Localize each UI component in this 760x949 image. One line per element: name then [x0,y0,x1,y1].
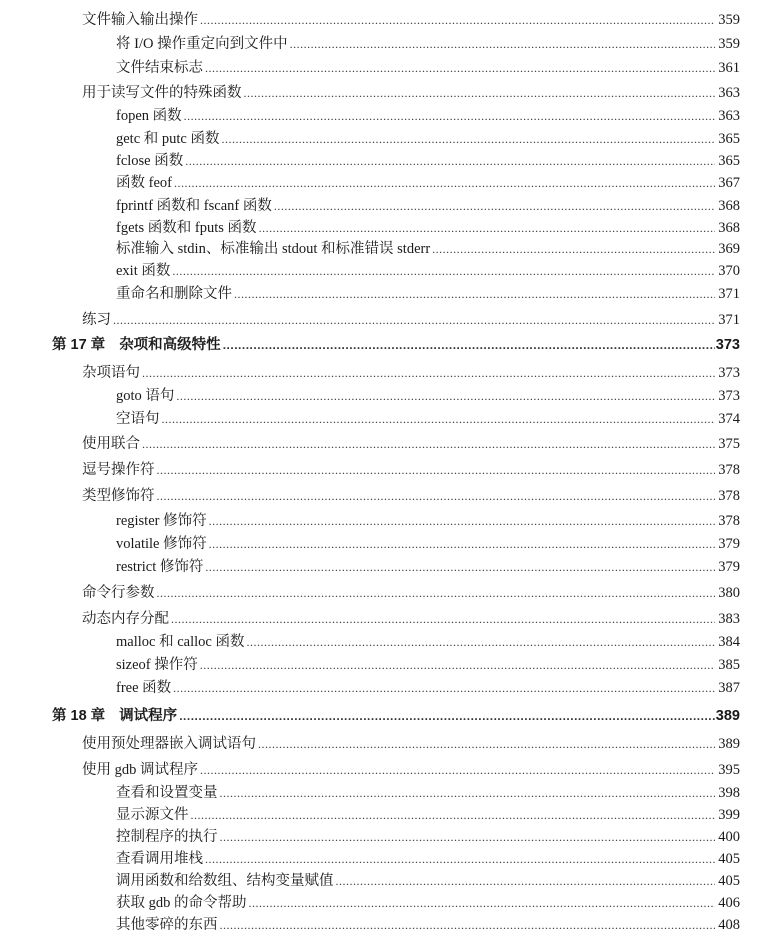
dot-leader [184,106,715,126]
page-number: 378 [718,462,740,478]
dot-leader [246,632,715,652]
page-number: 380 [718,585,740,601]
toc-entry [82,583,740,603]
toc-entry-title: free 函数 [116,680,172,696]
page-number: 385 [718,657,740,673]
toc-entry [116,915,740,935]
toc-entry [116,34,740,54]
toc-chapter-entry [52,706,740,726]
dot-leader [244,83,716,103]
toc-entry [116,151,740,171]
toc-entry [116,239,740,259]
toc-entry-title: 查看和设置变量 [116,785,218,801]
page-number: 369 [718,241,740,257]
toc-entry-title: 文件结束标志 [116,60,203,76]
toc-entry-title: 动态内存分配 [82,611,169,627]
toc-entry-title: fprintf 函数和 fscanf 函数 [116,198,272,214]
toc-entry-title: 使用 gdb 调试程序 [82,762,198,778]
page-number: 389 [718,736,740,752]
page-number: 373 [715,337,740,353]
toc-entry [82,734,740,754]
toc-entry-title [52,335,223,355]
toc-entry-title: sizeof 操作符 [116,657,198,673]
toc-entry [82,486,740,506]
page-number: 374 [718,411,740,427]
toc-entry-title: 显示源文件 [116,807,189,823]
dot-leader [200,655,715,675]
dot-leader [157,486,716,506]
dot-leader [259,218,715,238]
dot-leader [205,849,715,869]
dot-leader [249,893,716,913]
toc-entry-title: register 修饰符 [116,513,207,529]
toc-entry [116,805,740,825]
dot-leader [258,734,715,754]
toc-entry-title: 使用联合 [82,436,140,452]
dot-leader [142,434,715,454]
toc-entry-title: 函数 feof [116,175,172,191]
dot-leader [220,783,716,803]
dot-leader [209,511,715,531]
page-number: 375 [718,436,740,452]
toc-entry-title: 重命名和删除文件 [116,286,232,302]
toc-entry-title: 其他零碎的东西 [116,917,218,933]
toc-entry [116,196,740,216]
toc-entry [116,129,740,149]
dot-leader [290,34,715,54]
dot-leader [336,871,716,891]
toc-entry-title: 将 I/O 操作重定向到文件中 [116,36,288,52]
toc-entry-title: 杂项语句 [82,365,140,381]
page-number: 368 [718,198,740,214]
page-number: 359 [718,36,740,52]
page-number: 370 [718,263,740,279]
toc-entry-title: 空语句 [116,411,160,427]
toc-entry [116,534,740,554]
dot-leader [234,284,715,304]
toc-entry-title: goto 语句 [116,388,175,404]
page-number: 400 [718,829,740,845]
chapter-number: 第 17 章 [52,337,106,353]
toc-entry-title: getc 和 putc 函数 [116,131,220,147]
dot-leader [432,239,715,259]
dot-leader [179,706,715,726]
page-number: 365 [718,131,740,147]
page-number: 363 [718,85,740,101]
page-number: 363 [718,108,740,124]
toc-entry [116,386,740,406]
dot-leader [176,386,715,406]
page-number: 371 [718,312,740,328]
toc-entry-title: 文件输入输出操作 [82,12,198,28]
dot-leader [205,58,715,78]
dot-leader [223,335,715,355]
toc-entry-title: volatile 修饰符 [116,536,207,552]
dot-leader [172,261,715,281]
toc-entry [116,557,740,577]
toc-entry [82,434,740,454]
toc-entry-title: fgets 函数和 fputs 函数 [116,220,257,236]
dot-leader [113,310,715,330]
toc-entry-title [52,706,179,726]
page-number: 371 [718,286,740,302]
page-number: 373 [718,365,740,381]
chapter-number: 第 18 章 [52,708,106,724]
toc-entry [116,827,740,847]
page-number: 379 [718,536,740,552]
dot-leader [191,805,716,825]
dot-leader [220,827,716,847]
toc-entry [116,218,740,238]
toc-entry [116,783,740,803]
toc-entry [82,460,740,480]
toc-entry-title: restrict 修饰符 [116,559,204,575]
toc-entry-title: exit 函数 [116,263,171,279]
dot-leader [171,609,715,629]
dot-leader [222,129,716,149]
toc-entry [116,173,740,193]
dot-leader [157,583,716,603]
page-number: 373 [718,388,740,404]
page-number: 399 [718,807,740,823]
page-number: 405 [718,873,740,889]
toc-entry [116,58,740,78]
toc-entry-title: 类型修饰符 [82,488,155,504]
dot-leader [274,196,715,216]
toc-entry [116,409,740,429]
page-number: 398 [718,785,740,801]
page-number: 379 [718,559,740,575]
page-number: 361 [718,60,740,76]
toc-entry-title: 练习 [82,312,111,328]
page-number: 389 [715,708,740,724]
toc-chapter-entry [52,335,740,355]
dot-leader [200,760,715,780]
toc-entry [116,893,740,913]
page-number: 395 [718,762,740,778]
toc-entry-title: 逗号操作符 [82,462,155,478]
toc-entry [116,871,740,891]
toc-entry [116,511,740,531]
page-number: 365 [718,153,740,169]
toc-entry [116,849,740,869]
toc-entry [82,310,740,330]
chapter-title: 调试程序 [119,708,178,724]
toc-entry-title: 控制程序的执行 [116,829,218,845]
toc-entry [116,655,740,675]
toc-entry [116,678,740,698]
toc-entry [82,10,740,30]
page-number: 405 [718,851,740,867]
dot-leader [142,363,715,383]
dot-leader [162,409,716,429]
page-number: 378 [718,488,740,504]
toc-entry [116,261,740,281]
toc-entry [116,106,740,126]
chapter-title: 杂项和高级特性 [119,337,221,353]
page-number: 408 [718,917,740,933]
dot-leader [209,534,715,554]
toc-entry-title: 调用函数和给数组、结构变量赋值 [116,873,334,889]
dot-leader [157,460,716,480]
toc-entry [82,83,740,103]
page-number: 378 [718,513,740,529]
toc-entry [116,632,740,652]
page-number: 406 [718,895,740,911]
toc-entry-title: 查看调用堆栈 [116,851,203,867]
toc-entry-title: 使用预处理器嵌入调试语句 [82,736,256,752]
dot-leader [173,678,715,698]
toc-entry [82,363,740,383]
toc-entry-title: 用于读写文件的特殊函数 [82,85,242,101]
toc-entry-title: 获取 gdb 的命令帮助 [116,895,247,911]
toc-entry-title: 标准输入 stdin、标准输出 stdout 和标准错误 stderr [116,241,431,257]
toc-entry-title: fopen 函数 [116,108,182,124]
toc-entry [82,760,740,780]
toc-entry-title: fclose 函数 [116,153,184,169]
toc-entry-title: 命令行参数 [82,585,155,601]
page-number: 383 [718,611,740,627]
page-number: 368 [718,220,740,236]
toc-entry-title: malloc 和 calloc 函数 [116,634,245,650]
dot-leader [220,915,716,935]
page-number: 384 [718,634,740,650]
page-number: 359 [718,12,740,28]
dot-leader [174,173,715,193]
page-number: 387 [718,680,740,696]
dot-leader [185,151,715,171]
toc-entry [82,609,740,629]
dot-leader [200,10,715,30]
dot-leader [205,557,715,577]
toc-entry [116,284,740,304]
page-number: 367 [718,175,740,191]
